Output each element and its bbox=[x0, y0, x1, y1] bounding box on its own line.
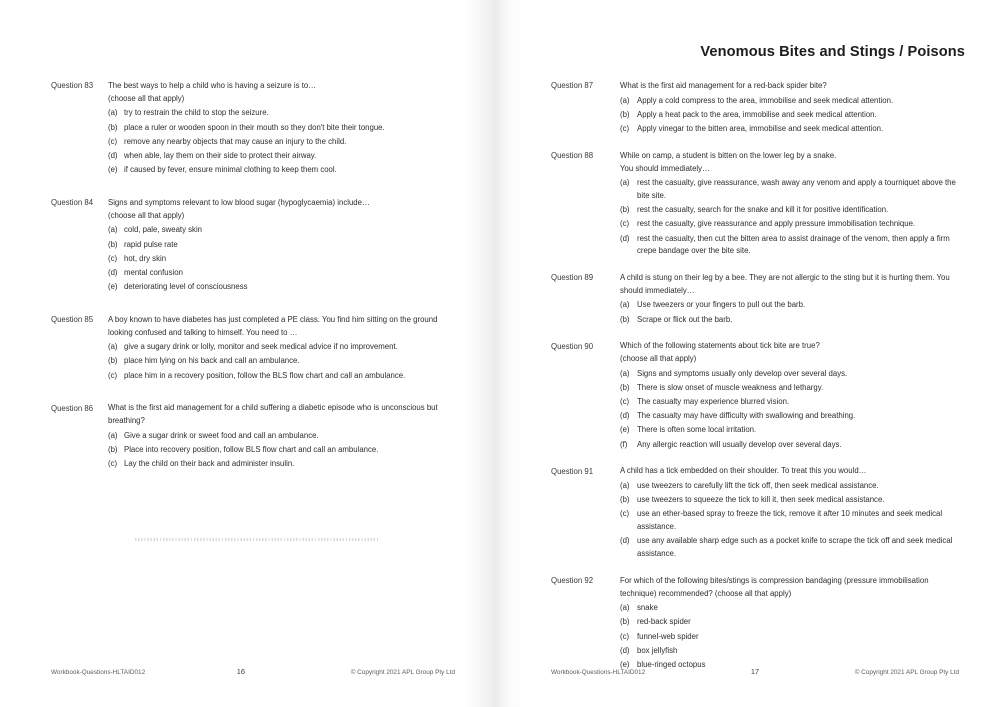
question-stem-line: A child has a tick embedded on their shoulder. To treat this you would… bbox=[620, 466, 867, 476]
page-left-content bbox=[51, 80, 451, 487]
option-text: Scrape or flick out the barb. bbox=[637, 314, 733, 324]
option-row[interactable] bbox=[620, 109, 956, 122]
question-label: Question 90 bbox=[551, 341, 594, 351]
question-stem bbox=[108, 197, 451, 222]
question-options bbox=[620, 95, 956, 136]
question-options bbox=[108, 107, 451, 177]
footer-source: Workbook-Questions-HLTAID012 bbox=[51, 669, 146, 676]
option-text: hot, dry skin bbox=[124, 253, 167, 263]
option-row[interactable] bbox=[620, 410, 956, 423]
option-marker: (b) bbox=[620, 495, 630, 505]
question-options bbox=[620, 368, 956, 452]
option-row[interactable] bbox=[108, 430, 451, 443]
option-marker: (a) bbox=[620, 95, 630, 105]
option-marker: (a) bbox=[108, 430, 118, 440]
option-marker: (f) bbox=[620, 439, 628, 449]
option-row[interactable] bbox=[108, 107, 451, 120]
option-row[interactable] bbox=[108, 355, 451, 368]
page-left-footer bbox=[51, 667, 455, 679]
question-options bbox=[108, 341, 451, 382]
question-label: Question 89 bbox=[551, 273, 594, 283]
option-row[interactable] bbox=[620, 95, 956, 108]
option-text: try to restrain the child to stop the seizure. bbox=[124, 108, 269, 118]
option-row[interactable] bbox=[620, 508, 956, 533]
option-marker: (a) bbox=[620, 603, 630, 613]
question-label: Question 91 bbox=[551, 466, 594, 476]
question-block bbox=[551, 340, 956, 451]
question-block bbox=[51, 80, 451, 177]
option-text: snake bbox=[637, 603, 658, 613]
option-row[interactable] bbox=[108, 150, 451, 163]
option-row[interactable] bbox=[620, 494, 956, 507]
option-text: Apply a heat pack to the area, immobilise and seek medical attention. bbox=[637, 109, 877, 119]
option-row[interactable] bbox=[620, 602, 956, 615]
footer-copyright: © Copyright 2021 APL Group Pty Ltd bbox=[350, 669, 455, 676]
option-text: There is often some local irritation. bbox=[637, 425, 757, 435]
question-stem-line: For which of the following bites/stings is compression bandaging (pressure immobilisation technique) recommended? (choose all that apply) bbox=[620, 575, 929, 598]
option-marker: (b) bbox=[108, 356, 118, 366]
page-number: 17 bbox=[750, 667, 760, 676]
option-text: rest the casualty, then cut the bitten area to assist drainage of the venom, then apply a firm crepe bandage over the bite site. bbox=[637, 233, 950, 256]
question-options bbox=[620, 299, 956, 326]
question-body bbox=[108, 197, 451, 294]
option-text: Any allergic reaction will usually develop over several days. bbox=[637, 439, 842, 449]
option-marker: (d) bbox=[620, 536, 630, 546]
option-row[interactable] bbox=[620, 616, 956, 629]
footer-copyright: © Copyright 2021 APL Group Pty Ltd bbox=[854, 669, 959, 676]
option-row[interactable] bbox=[620, 123, 956, 136]
option-row[interactable] bbox=[620, 439, 956, 452]
option-text: cold, pale, sweaty skin bbox=[124, 225, 203, 235]
option-text: Apply a cold compress to the area, immobilise and seek medical attention. bbox=[637, 95, 894, 105]
option-text: Use tweezers or your fingers to pull out the barb. bbox=[637, 300, 806, 310]
page-left bbox=[0, 0, 490, 707]
option-row[interactable] bbox=[620, 299, 956, 312]
option-marker: (c) bbox=[108, 459, 118, 469]
question-body bbox=[108, 80, 451, 177]
question-label: Question 86 bbox=[51, 403, 94, 413]
option-marker: (b) bbox=[108, 444, 118, 454]
option-marker: (a) bbox=[620, 481, 630, 491]
option-text: Lay the child on their back and administer insulin. bbox=[124, 459, 295, 469]
question-block bbox=[551, 80, 956, 136]
question-stem-line: (choose all that apply) bbox=[108, 210, 185, 220]
question-stem-line: Signs and symptoms relevant to low blood sugar (hypoglycaemia) include… bbox=[108, 197, 370, 207]
option-marker: (b) bbox=[108, 239, 118, 249]
option-row[interactable] bbox=[620, 382, 956, 395]
option-text: mental confusion bbox=[124, 267, 183, 277]
question-body bbox=[108, 314, 451, 383]
option-marker: (e) bbox=[620, 660, 630, 670]
option-row[interactable] bbox=[620, 177, 956, 202]
option-marker: (b) bbox=[620, 314, 630, 324]
question-label: Question 88 bbox=[551, 151, 594, 161]
question-label: Question 85 bbox=[51, 315, 94, 325]
option-marker: (a) bbox=[108, 108, 118, 118]
decorative-dotted-rule bbox=[135, 538, 379, 541]
option-marker: (c) bbox=[108, 370, 118, 380]
option-marker: (b) bbox=[620, 617, 630, 627]
question-body bbox=[620, 465, 956, 560]
option-text: use tweezers to carefully lift the tick off, then seek medical assistance. bbox=[637, 481, 879, 491]
question-stem-line: A child is stung on their leg by a bee. They are not allergic to the sting but it is hurting them. You should immediately… bbox=[620, 272, 950, 295]
option-marker: (d) bbox=[620, 645, 630, 655]
question-stem bbox=[108, 80, 451, 105]
option-marker: (d) bbox=[620, 411, 630, 421]
question-stem bbox=[620, 465, 956, 478]
question-stem-line: (choose all that apply) bbox=[620, 353, 697, 363]
question-stem bbox=[108, 314, 451, 339]
option-text: The casualty may experience blurred vision. bbox=[637, 397, 790, 407]
question-options bbox=[620, 602, 956, 672]
question-stem bbox=[620, 80, 956, 93]
option-row[interactable] bbox=[620, 218, 956, 231]
question-stem bbox=[620, 150, 956, 175]
question-body bbox=[620, 272, 956, 326]
question-block bbox=[51, 314, 451, 383]
option-marker: (e) bbox=[108, 282, 118, 292]
question-block bbox=[51, 402, 451, 471]
option-text: place him lying on his back and call an ambulance. bbox=[124, 356, 300, 366]
page-right bbox=[510, 0, 1000, 707]
option-marker: (d) bbox=[620, 233, 630, 243]
option-row[interactable] bbox=[108, 267, 451, 280]
option-text: Apply vinegar to the bitten area, immobilise and seek medical attention. bbox=[637, 124, 884, 134]
option-row[interactable] bbox=[108, 253, 451, 266]
option-marker: (b) bbox=[620, 109, 630, 119]
question-block bbox=[551, 575, 956, 672]
option-text: Place into recovery position, follow BLS flow chart and call an ambulance. bbox=[124, 444, 379, 454]
question-stem-line: The best ways to help a child who is having a seizure is to… bbox=[108, 81, 317, 90]
option-marker: (c) bbox=[108, 253, 118, 263]
option-row[interactable] bbox=[108, 164, 451, 177]
option-text: place him in a recovery position, follow the BLS flow chart and call an ambulance. bbox=[124, 370, 406, 380]
option-row[interactable] bbox=[620, 233, 956, 258]
option-row[interactable] bbox=[108, 224, 451, 237]
option-row[interactable] bbox=[108, 281, 451, 294]
question-stem bbox=[620, 575, 956, 600]
option-row[interactable] bbox=[620, 314, 956, 327]
option-row[interactable] bbox=[620, 204, 956, 217]
option-text: rest the casualty, give reassurance, wash away any venom and apply a tourniquet above the bite site. bbox=[637, 178, 956, 200]
option-text: if caused by fever, ensure minimal clothing to keep them cool. bbox=[124, 165, 337, 175]
option-marker: (c) bbox=[620, 631, 630, 641]
question-label: Question 92 bbox=[551, 576, 594, 586]
option-row[interactable] bbox=[620, 368, 956, 381]
option-text: place a ruler or wooden spoon in their mouth so they don't bite their tongue. bbox=[124, 122, 385, 132]
option-marker: (c) bbox=[620, 509, 630, 519]
option-marker: (a) bbox=[620, 368, 630, 378]
option-text: Signs and symptoms usually only develop over several days. bbox=[637, 368, 848, 378]
question-stem-line: What is the first aid management for a child suffering a diabetic episode who is unconscious but breathing? bbox=[108, 403, 438, 426]
option-text: deteriorating level of consciousness bbox=[124, 282, 248, 292]
option-row[interactable] bbox=[620, 631, 956, 644]
question-label: Question 87 bbox=[551, 81, 594, 91]
option-text: use any available sharp edge such as a pocket knife to scrape the tick off and seek medical assistance. bbox=[637, 536, 953, 559]
question-body bbox=[620, 340, 956, 451]
option-marker: (b) bbox=[620, 382, 630, 392]
question-stem bbox=[108, 402, 451, 427]
question-block bbox=[51, 197, 451, 294]
option-row[interactable] bbox=[108, 341, 451, 354]
option-text: There is slow onset of muscle weakness and lethargy. bbox=[637, 382, 824, 392]
option-row[interactable] bbox=[108, 136, 451, 149]
option-marker: (a) bbox=[108, 342, 118, 352]
option-marker: (a) bbox=[108, 225, 118, 235]
option-row[interactable] bbox=[108, 444, 451, 457]
option-marker: (a) bbox=[620, 300, 630, 310]
question-options bbox=[108, 224, 451, 294]
page-right-content bbox=[551, 80, 956, 688]
option-marker: (d) bbox=[108, 267, 118, 277]
question-label: Question 84 bbox=[51, 198, 94, 208]
option-row[interactable] bbox=[108, 122, 451, 135]
option-text: Give a sugar drink or sweet food and call an ambulance. bbox=[124, 430, 319, 440]
question-stem-line: Which of the following statements about tick bite are true? bbox=[620, 341, 820, 351]
question-stem-line: What is the first aid management for a red-back spider bite? bbox=[620, 81, 827, 90]
option-marker: (c) bbox=[108, 136, 118, 146]
question-stem bbox=[620, 340, 956, 365]
question-options bbox=[108, 430, 451, 471]
question-body bbox=[620, 80, 956, 136]
option-text: rest the casualty, search for the snake and kill it for positive identification. bbox=[637, 205, 889, 215]
option-row[interactable] bbox=[620, 535, 956, 560]
option-marker: (c) bbox=[620, 397, 630, 407]
option-text: give a sugary drink or lolly, monitor and seek medical advice if no improvement. bbox=[124, 342, 398, 352]
question-options bbox=[620, 177, 956, 258]
option-row[interactable] bbox=[620, 424, 956, 437]
question-stem-line: (choose all that apply) bbox=[108, 93, 185, 103]
page-title: Venomous Bites and Stings / Poisons bbox=[700, 44, 965, 60]
option-row[interactable] bbox=[620, 480, 956, 493]
option-text: rapid pulse rate bbox=[124, 239, 178, 249]
option-marker: (c) bbox=[620, 124, 630, 134]
option-row[interactable] bbox=[620, 396, 956, 409]
option-text: The casualty may have difficulty with swallowing and breathing. bbox=[637, 411, 856, 421]
footer-source: Workbook-Questions-HLTAID012 bbox=[551, 669, 646, 676]
page-right-footer bbox=[551, 667, 959, 679]
question-body bbox=[620, 150, 956, 258]
option-text: when able, lay them on their side to protect their airway. bbox=[124, 151, 317, 161]
option-text: rest the casualty, give reassurance and apply pressure immobilisation technique. bbox=[637, 219, 916, 229]
option-marker: (e) bbox=[108, 165, 118, 175]
question-label: Question 83 bbox=[51, 81, 94, 91]
question-stem-line: A boy known to have diabetes has just completed a PE class. You find him sitting on the ground looking confused and talking to himself. You need to … bbox=[108, 314, 438, 337]
option-text: box jellyfish bbox=[637, 645, 678, 655]
option-marker: (e) bbox=[620, 425, 630, 435]
question-body bbox=[620, 575, 956, 672]
question-block bbox=[551, 272, 956, 326]
option-text: use an ether-based spray to freeze the tick, remove it after 10 minutes and seek medical assistance. bbox=[637, 509, 943, 532]
option-text: red-back spider bbox=[637, 617, 691, 627]
question-body bbox=[108, 402, 451, 471]
option-marker: (b) bbox=[108, 122, 118, 132]
question-stem-line: While on camp, a student is bitten on the lower leg by a snake. bbox=[620, 150, 837, 160]
question-block bbox=[551, 150, 956, 258]
option-row[interactable] bbox=[108, 370, 451, 383]
option-text: funnel-web spider bbox=[637, 631, 699, 641]
option-row[interactable] bbox=[620, 645, 956, 658]
option-marker: (a) bbox=[620, 178, 630, 188]
option-marker: (c) bbox=[620, 219, 630, 229]
question-stem-line: You should immediately… bbox=[620, 163, 710, 173]
option-row[interactable] bbox=[108, 458, 451, 471]
option-marker: (b) bbox=[620, 205, 630, 215]
option-text: blue-ringed octopus bbox=[637, 660, 706, 670]
option-marker: (d) bbox=[108, 151, 118, 161]
option-row[interactable] bbox=[108, 239, 451, 252]
question-block bbox=[551, 465, 956, 560]
question-stem bbox=[620, 272, 956, 297]
page-number: 16 bbox=[236, 667, 245, 676]
option-text: remove any nearby objects that may cause an injury to the child. bbox=[124, 136, 347, 146]
option-text: use tweezers to squeeze the tick to kill it, then seek medical assistance. bbox=[637, 495, 885, 505]
question-options bbox=[620, 480, 956, 561]
